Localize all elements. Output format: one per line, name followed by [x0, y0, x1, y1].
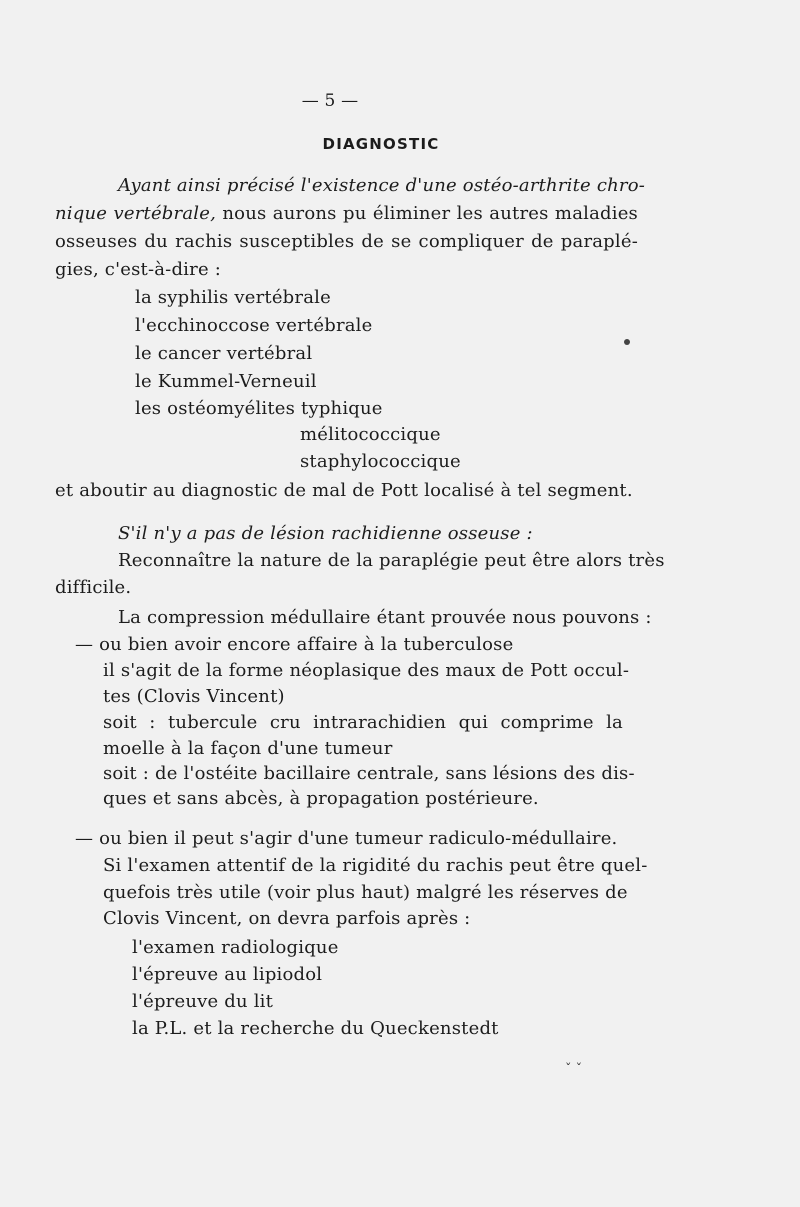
paragraph-2-line-2: difficile.	[55, 577, 132, 598]
disease-item: le cancer vertébral	[135, 343, 313, 364]
intro-line-4: gies, c'est-à-dire :	[55, 259, 221, 280]
exam-item: l'examen radiologique	[132, 937, 339, 958]
intro-line-2	[55, 203, 638, 225]
intro-line-3: osseuses du rachis susceptibles de se compliquer de paraplé-	[55, 231, 638, 252]
osteomyelitis-subtype: staphylococcique	[300, 451, 461, 472]
paragraph-2-line-1: Reconnaître la nature de la paraplégie peut être alors très	[118, 550, 665, 571]
option-2-line-3: quefois très utile (voir plus haut) malgré les réserves de	[103, 882, 628, 903]
option-1-line-5: moelle à la façon d'une tumeur	[103, 738, 393, 759]
disease-item: l'ecchinoccose vertébrale	[135, 315, 373, 336]
exam-item: l'épreuve au lipiodol	[132, 964, 323, 985]
paragraph-3: La compression médullaire étant prouvée nous pouvons :	[118, 607, 652, 628]
option-1-line-3: tes (Clovis Vincent)	[103, 686, 285, 707]
option-1-line-4: soit : tubercule cru intrarachidien qui comprime la	[103, 712, 623, 733]
disease-item: les ostéomyélites typhique	[135, 398, 383, 419]
page-title: DIAGNOSTIC	[322, 135, 440, 153]
ink-mark: ˇ ˇ	[565, 1062, 583, 1077]
exam-item: l'épreuve du lit	[132, 991, 274, 1012]
conclusion-line: et aboutir au diagnostic de mal de Pott localisé à tel segment.	[55, 480, 633, 501]
disease-item: le Kummel-Verneuil	[135, 371, 317, 392]
intro-line-1-italic: Ayant ainsi précisé l'existence d'une ostéo-arthrite chro-	[118, 175, 646, 196]
ink-dot	[624, 339, 630, 345]
option-1-line-7: ques et sans abcès, à propagation postérieure.	[103, 788, 539, 809]
intro-line-1	[118, 175, 646, 197]
disease-item: la syphilis vertébrale	[135, 287, 331, 308]
option-1-line-2: il s'agit de la forme néoplasique des maux de Pott occul-	[103, 660, 630, 681]
exam-item: la P.L. et la recherche du Queckenstedt	[132, 1018, 499, 1039]
option-2-line-4: Clovis Vincent, on devra parfois après :	[103, 908, 471, 929]
page-number: — 5 —	[301, 91, 359, 111]
option-2-line-2: Si l'examen attentif de la rigidité du rachis peut être quel-	[103, 855, 648, 876]
section-heading: S'il n'y a pas de lésion rachidienne osseuse :	[118, 523, 533, 544]
option-2-line-1: — ou bien il peut s'agir d'une tumeur radiculo-médullaire.	[75, 828, 618, 849]
option-1-line-6: soit : de l'ostéite bacillaire centrale, sans lésions des dis-	[103, 763, 635, 784]
osteomyelitis-subtype: mélitococcique	[300, 424, 441, 445]
intro-line-2-italic: nique vertébrale,	[55, 203, 216, 224]
option-1-line-1: — ou bien avoir encore affaire à la tuberculose	[75, 634, 514, 655]
intro-line-2-normal: nous aurons pu éliminer les autres maladies	[216, 203, 638, 224]
